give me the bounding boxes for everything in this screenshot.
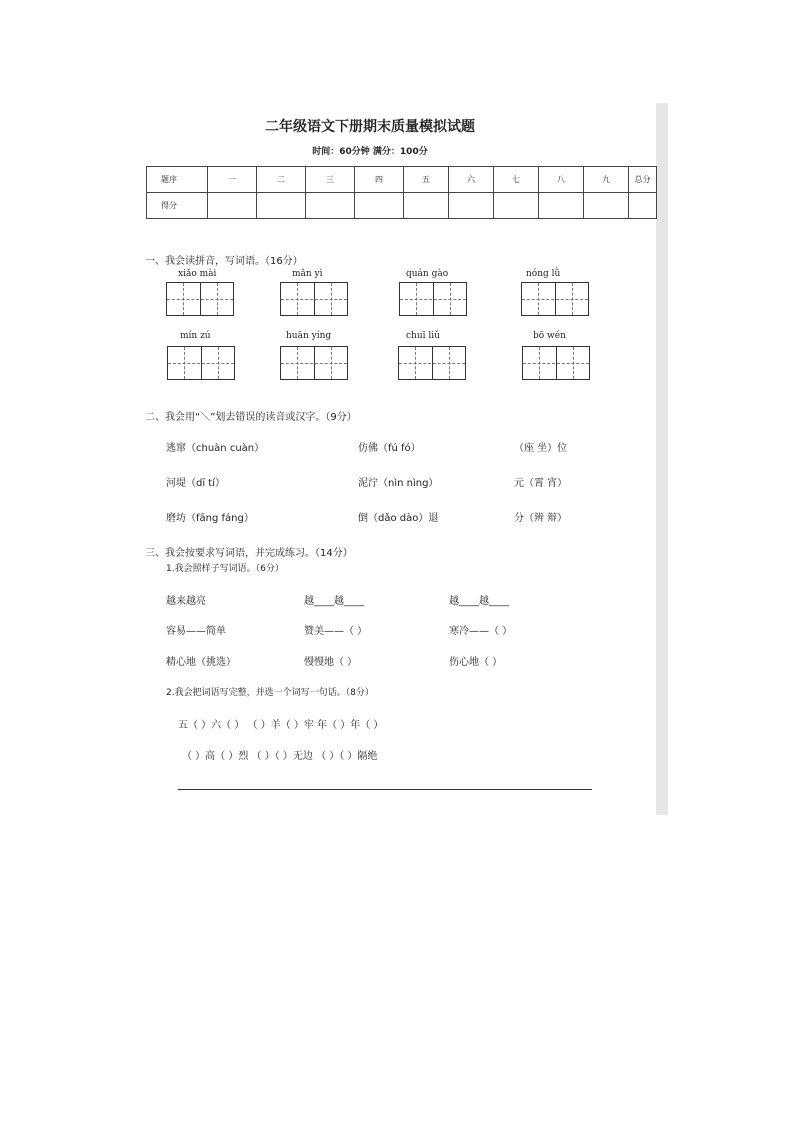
fill-blank[interactable]: 慢慢地（ ） — [304, 657, 358, 668]
table-header-cell: 六 — [449, 167, 494, 193]
score-cell[interactable] — [584, 193, 629, 219]
question-item: 容易——简单 — [166, 626, 226, 637]
tianzige-box[interactable] — [280, 346, 348, 380]
tianzige-box[interactable] — [167, 346, 235, 380]
table-header-cell: 题序 — [147, 167, 208, 193]
table-header-cell: 九 — [584, 167, 629, 193]
score-cell[interactable] — [355, 193, 404, 219]
pinyin-label: chuī liǔ — [406, 331, 440, 341]
tianzige-box[interactable] — [522, 346, 590, 380]
score-cell[interactable] — [449, 193, 494, 219]
fill-blank[interactable]: 寒冷——（ ） — [449, 626, 513, 637]
table-header-cell: 八 — [539, 167, 584, 193]
table-header-cell: 总分 — [629, 167, 657, 193]
fill-blank[interactable]: 越____越____ — [304, 596, 364, 607]
question-item: 磨坊（fāng fáng） — [166, 513, 254, 524]
fill-blank[interactable]: 越____越____ — [449, 596, 509, 607]
score-table — [146, 166, 657, 219]
table-row-label: 得分 — [147, 193, 208, 219]
score-cell[interactable] — [494, 193, 539, 219]
score-cell[interactable] — [629, 193, 657, 219]
scroll-edge — [656, 103, 668, 815]
question-item: （座 坐）位 — [514, 443, 568, 454]
part1-heading: 1.我会照样子写词语。（6分） — [166, 564, 284, 574]
table-header-cell: 七 — [494, 167, 539, 193]
score-cell[interactable] — [257, 193, 306, 219]
question-item: 逃窜（chuàn cuàn） — [166, 443, 265, 454]
pinyin-label: bō wén — [533, 331, 566, 341]
section3-heading: 三、我会按要求写词语，并完成练习。（14分） — [145, 548, 353, 559]
score-cell[interactable] — [404, 193, 449, 219]
question-item: 精心地（挑选） — [166, 657, 236, 668]
fill-blank-line[interactable]: 五（ ）六（ ） （ ）羊（ ）牢 年（ ）年（ ） — [178, 720, 384, 731]
question-item: 元（霄 宵） — [514, 478, 568, 489]
pinyin-label: nóng lǜ — [526, 269, 561, 279]
fill-blank[interactable]: 伤心地（ ） — [449, 657, 503, 668]
table-header-cell: 二 — [257, 167, 306, 193]
question-item: 泥泞（nìn nìng） — [358, 478, 439, 489]
tianzige-box[interactable] — [166, 282, 234, 316]
pinyin-label: quán gào — [406, 269, 449, 279]
table-header-cell: 四 — [355, 167, 404, 193]
section2-heading: 二、我会用“＼”划去错误的读音或汉字。（9分） — [145, 412, 357, 423]
tianzige-box[interactable] — [398, 346, 466, 380]
score-cell[interactable] — [539, 193, 584, 219]
page-title: 二年级语文下册期末质量模拟试题 — [265, 119, 475, 135]
question-item: 倒（dǎo dào）退 — [358, 513, 439, 524]
question-item: 越来越亮 — [166, 596, 206, 607]
table-header-cell: 一 — [208, 167, 257, 193]
score-cell[interactable] — [306, 193, 355, 219]
exam-info: 时间：60分钟 满分：100分 — [312, 147, 428, 157]
fill-blank[interactable]: 赞美——（ ） — [304, 626, 368, 637]
part2-heading: 2.我会把词语写完整，并选一个词写一句话。（8分） — [166, 688, 374, 698]
section1-heading: 一、我会读拼音，写词语。（16分） — [145, 256, 303, 267]
pinyin-label: mín zú — [180, 331, 211, 341]
question-item: 仿佛（fú fó） — [358, 443, 421, 454]
question-item: 分（辨 辩） — [514, 513, 568, 524]
table-header-cell: 五 — [404, 167, 449, 193]
pinyin-label: huān yíng — [286, 331, 332, 341]
tianzige-box[interactable] — [521, 282, 589, 316]
pinyin-label: mǎn yì — [292, 269, 323, 279]
sentence-answer-line[interactable] — [178, 789, 592, 790]
fill-blank-line[interactable]: （ ）高（ ）烈 （ ）（ ）无边 （ ）（ ）隔绝 — [182, 751, 378, 762]
table-header-cell: 三 — [306, 167, 355, 193]
pinyin-label: xiǎo mài — [178, 269, 217, 279]
score-cell[interactable] — [208, 193, 257, 219]
tianzige-box[interactable] — [280, 282, 348, 316]
tianzige-box[interactable] — [399, 282, 467, 316]
question-item: 河堤（dī tí） — [166, 478, 226, 489]
